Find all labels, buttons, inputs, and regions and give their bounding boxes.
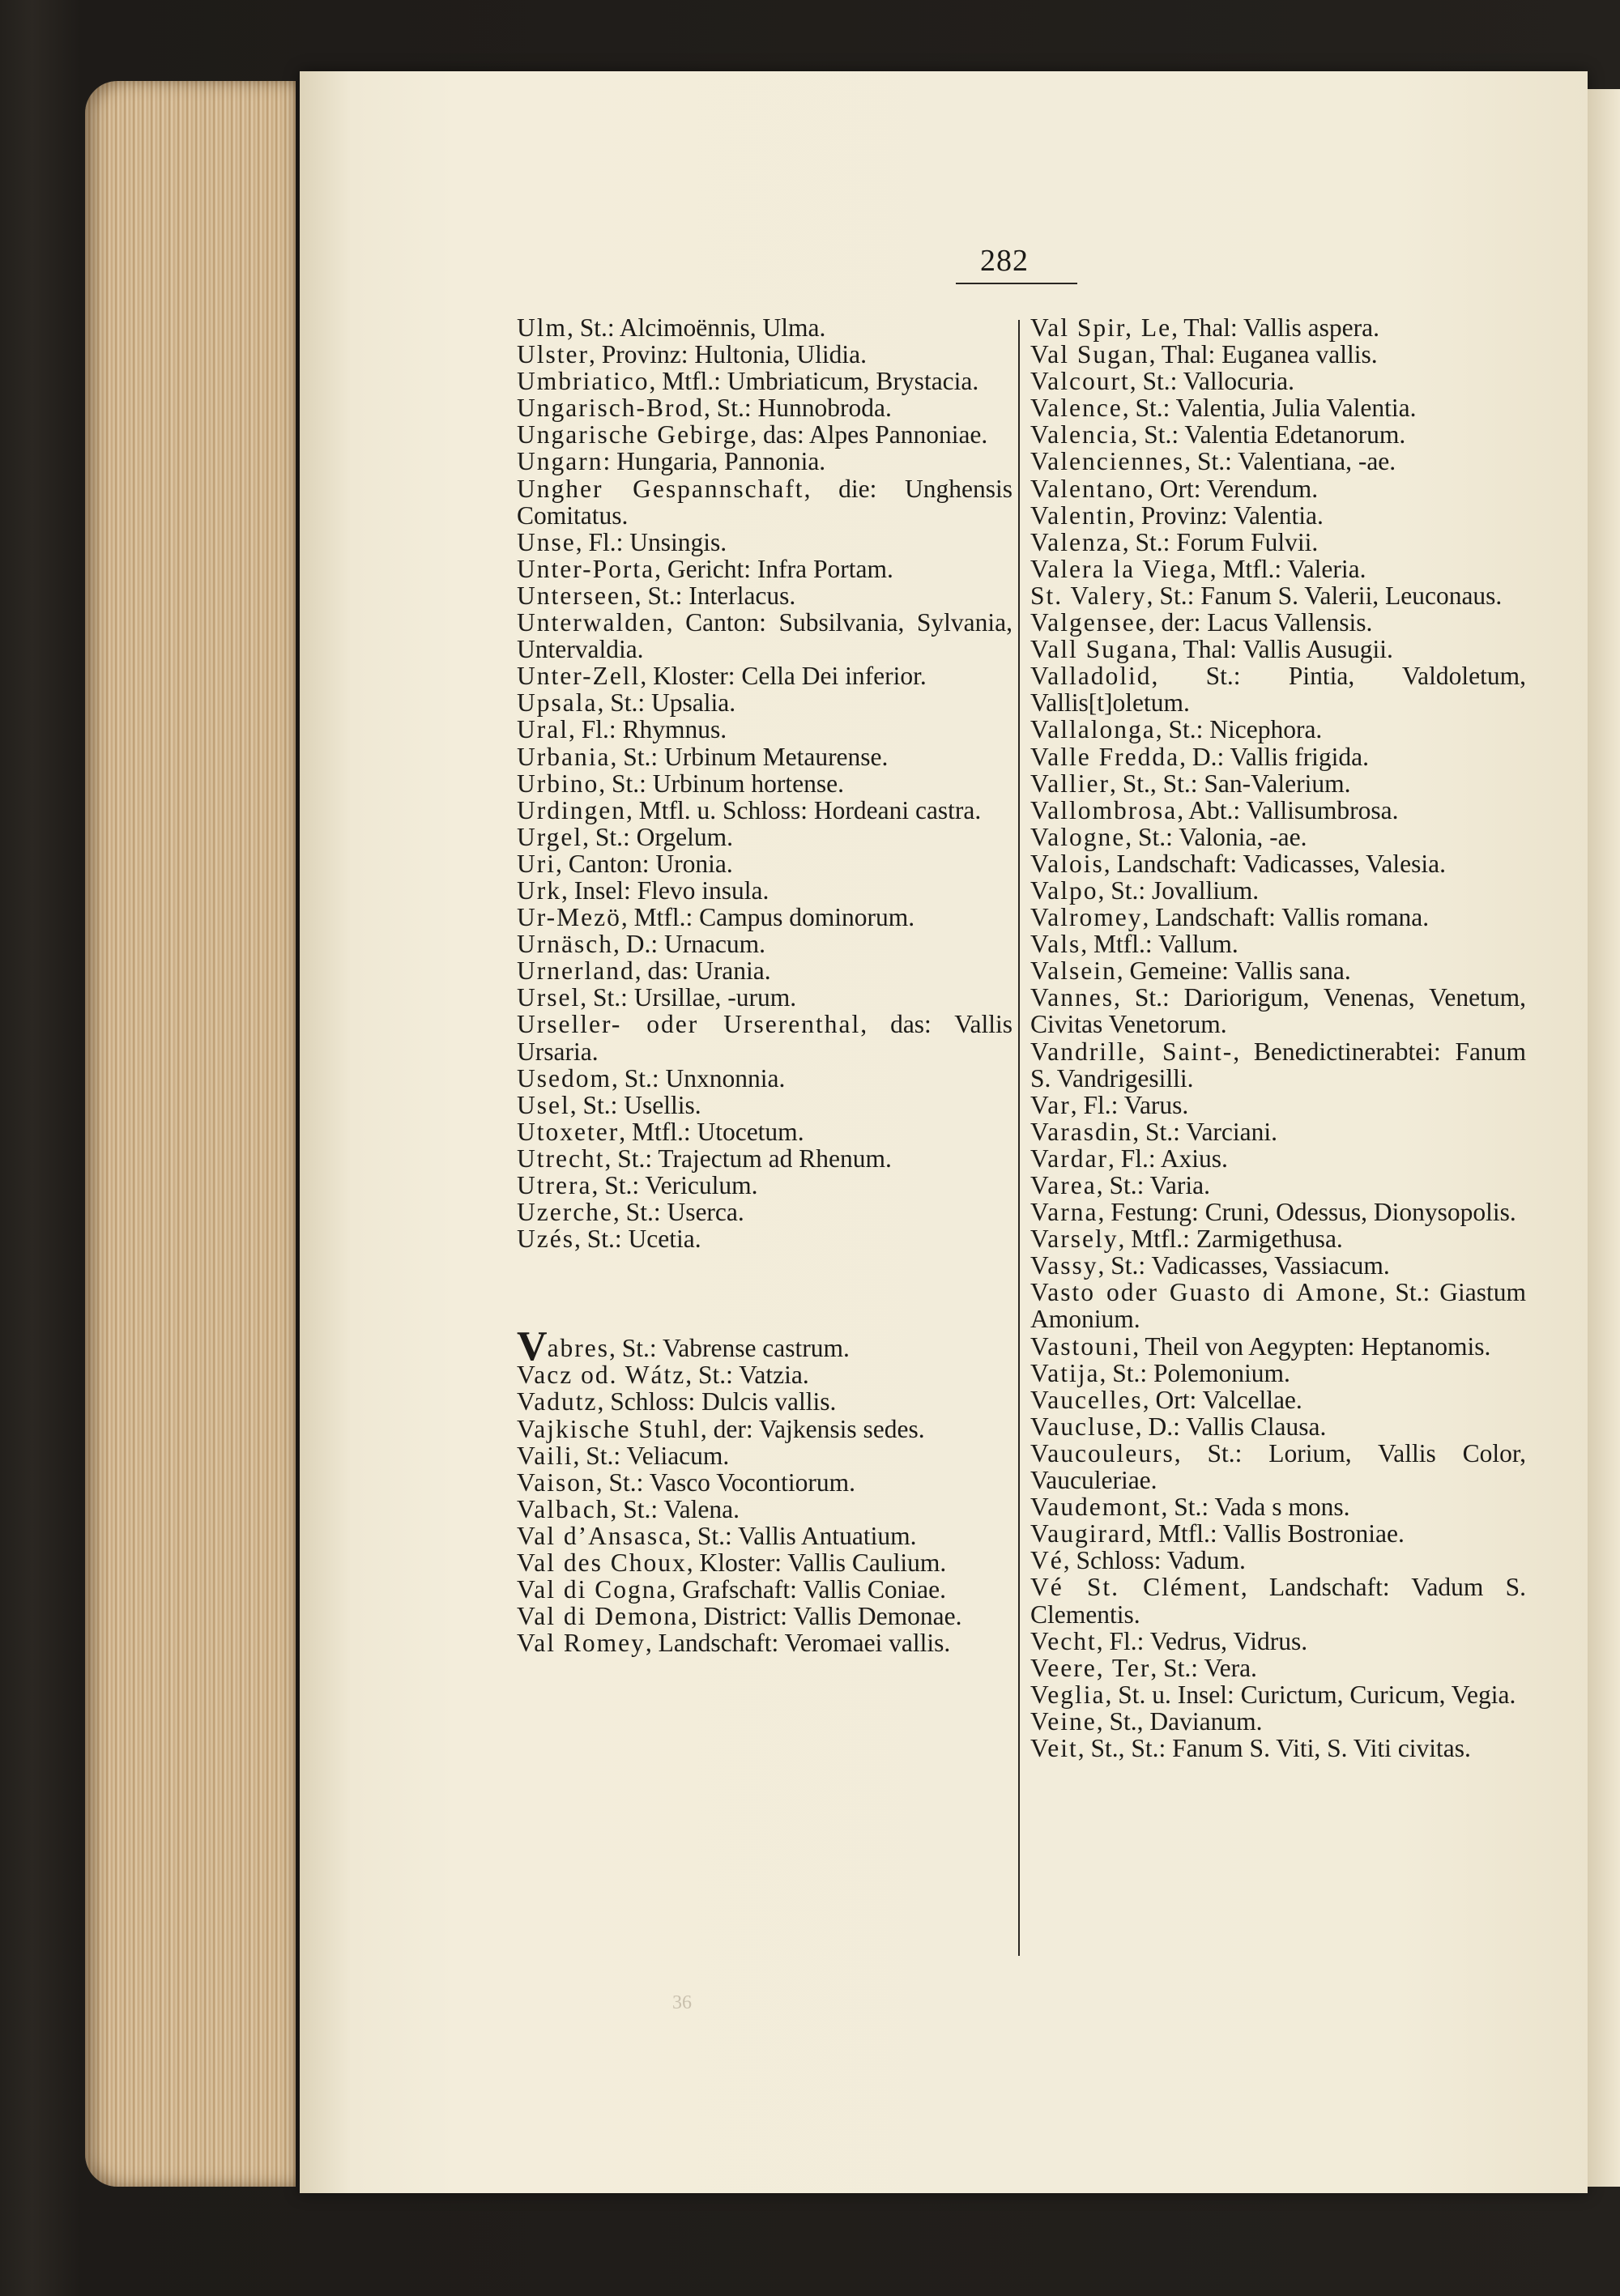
entry-definition: , Ort: Verendum. xyxy=(1146,474,1319,503)
dictionary-entry xyxy=(517,1416,1013,1442)
dictionary-entry xyxy=(517,824,1013,850)
dictionary-entry xyxy=(1030,1092,1526,1118)
entry-definition: , Fl.: Unsingis. xyxy=(575,527,727,556)
entry-headword: Valgensee xyxy=(1030,608,1149,637)
dictionary-entry xyxy=(517,314,1013,341)
footer-mark: 36 xyxy=(672,1992,692,2013)
entry-definition: , Landschaft: Vallis romana. xyxy=(1142,903,1430,932)
dictionary-entry xyxy=(517,609,1013,662)
entry-headword: Valera la Viega xyxy=(1030,554,1210,583)
entry-headword: St. Valery xyxy=(1030,581,1147,610)
entry-headword: Valpo xyxy=(1030,875,1098,905)
dictionary-entry xyxy=(1030,582,1526,609)
entry-definition: , Landschaft: Vadum S. Clementis. xyxy=(1030,1573,1526,1629)
entry-headword: Vé xyxy=(1030,1546,1064,1575)
dictionary-entry xyxy=(517,421,1013,448)
entry-headword: Vajkische Stuhl xyxy=(517,1414,701,1443)
dictionary-entry xyxy=(517,1065,1013,1092)
entry-definition: , St.: Dariorigum, Venenas, Venetum, Civitas Venetorum. xyxy=(1030,983,1526,1039)
entry-definition: , Thal: Vallis Ausugii. xyxy=(1170,635,1393,664)
entry-definition: , St. u. Insel: Curictum, Curicum, Vegia. xyxy=(1105,1680,1516,1709)
section-gap xyxy=(517,1252,1013,1335)
entry-definition: , St.: Vatzia. xyxy=(685,1361,809,1390)
entry-headword: Unter-Zell xyxy=(517,662,641,691)
dictionary-entry xyxy=(1030,850,1526,877)
entry-headword: Valenza xyxy=(1030,527,1123,556)
entry-definition: , Festung: Cruni, Odessus, Dionysopolis. xyxy=(1098,1198,1516,1227)
entry-headword: Vecht xyxy=(1030,1626,1097,1655)
entry-headword: Unse xyxy=(517,527,576,556)
dictionary-entry xyxy=(1030,1493,1526,1520)
entry-definition: , St.: Vallis Antuatium. xyxy=(684,1521,917,1550)
entry-definition: , Schloss: Vadum. xyxy=(1063,1546,1246,1575)
entry-definition: , St.: Userca. xyxy=(612,1198,744,1227)
entry-definition: , D.: Vallis Clausa. xyxy=(1135,1412,1327,1441)
entry-definition: , St.: Valentia Edetanorum. xyxy=(1131,420,1406,449)
entry-definition: , das: Urania. xyxy=(634,956,771,986)
entry-headword: Urnerland xyxy=(517,956,635,986)
entry-definition: , St.: Nicephora. xyxy=(1155,715,1323,744)
entry-headword: Usedom xyxy=(517,1063,612,1093)
entry-headword: Urbino xyxy=(517,769,599,798)
dictionary-entry xyxy=(517,1199,1013,1225)
entry-definition: , St.: Urbinum hortense. xyxy=(599,769,844,798)
dictionary-entry xyxy=(1030,1038,1526,1092)
dictionary-entry xyxy=(517,368,1013,394)
entry-headword: Vassy xyxy=(1030,1251,1098,1280)
dictionary-entry xyxy=(1030,636,1526,662)
entry-definition: , Landschaft: Veromaei vallis. xyxy=(645,1629,951,1658)
dictionary-entry xyxy=(1030,475,1526,502)
entry-headword: Urseller- oder Urserenthal xyxy=(517,1010,861,1039)
entry-headword: Varea xyxy=(1030,1171,1097,1199)
entry-definition: , Mtfl.: Vallum. xyxy=(1081,930,1238,959)
dictionary-entry xyxy=(517,556,1013,582)
entry-headword: Veit xyxy=(1030,1733,1078,1762)
dictionary-entry xyxy=(1030,716,1526,743)
entry-headword: Vannes xyxy=(1030,983,1114,1012)
dictionary-entry xyxy=(517,1388,1013,1415)
entry-definition: , St.: Vabrense castrum. xyxy=(609,1334,850,1363)
dictionary-entry xyxy=(1030,1145,1526,1172)
entry-headword: Val des Choux xyxy=(517,1548,687,1578)
column-divider xyxy=(1018,320,1020,1956)
entry-definition: , Mtfl.: Valeria. xyxy=(1209,554,1366,583)
dictionary-entry xyxy=(517,1549,1013,1576)
entry-headword: Urnäsch xyxy=(517,930,613,959)
dictionary-entry xyxy=(1030,1387,1526,1413)
entry-definition: , Abt.: Vallisumbrosa. xyxy=(1177,795,1399,824)
entry-headword: Vals xyxy=(1030,930,1081,959)
entry-headword: Urk xyxy=(517,875,561,905)
dictionary-entry xyxy=(1030,1681,1526,1708)
entry-definition: , Ort: Valcellae. xyxy=(1142,1385,1302,1414)
dictionary-entry xyxy=(517,1145,1013,1172)
entry-headword: Valois xyxy=(1030,849,1104,878)
dictionary-entry xyxy=(517,1603,1013,1629)
dictionary-entry xyxy=(517,1523,1013,1549)
entry-headword: Urgel xyxy=(517,822,583,851)
entry-headword: Utrera xyxy=(517,1171,592,1199)
dictionary-entry xyxy=(517,1576,1013,1603)
dictionary-entry xyxy=(1030,421,1526,448)
entry-headword: Val di Cogna xyxy=(517,1575,670,1604)
entry-headword: Vastouni xyxy=(1030,1331,1133,1361)
dictionary-entry xyxy=(517,1323,1013,1370)
entry-definition: , Kloster: Cella Dei inferior. xyxy=(640,662,927,691)
entry-headword: Utoxeter xyxy=(517,1117,620,1146)
entry-definition: , D.: Vallis frigida. xyxy=(1179,742,1369,771)
dictionary-entry xyxy=(517,448,1013,475)
entry-headword: Vardar xyxy=(1030,1144,1108,1173)
page-number: 282 xyxy=(980,244,1029,278)
dictionary-entry xyxy=(517,662,1013,689)
entry-definition: , St.: Hunnobroda. xyxy=(703,394,892,423)
dictionary-entry xyxy=(517,1442,1013,1469)
entry-definition: , St.: Valonia, -ae. xyxy=(1125,822,1307,851)
dictionary-entry xyxy=(517,931,1013,957)
entry-headword: Val di Demona xyxy=(517,1602,691,1631)
entry-headword: abres xyxy=(547,1334,610,1363)
entry-headword: Vaucluse xyxy=(1030,1412,1136,1441)
entry-definition: , St.: Orgelum. xyxy=(582,822,733,851)
entry-headword: Vaucouleurs xyxy=(1030,1438,1174,1467)
entry-headword: Ural xyxy=(517,715,569,744)
entry-headword: Veere, Ter xyxy=(1030,1653,1151,1682)
entry-headword: Unter-Porta xyxy=(517,554,655,583)
entry-headword: Ur-Mezö xyxy=(517,903,621,932)
entry-headword: Valsein xyxy=(1030,956,1117,986)
entry-headword: Vallier xyxy=(1030,769,1110,798)
entry-headword: Val Romey xyxy=(517,1629,646,1658)
dictionary-entry xyxy=(1030,1628,1526,1655)
entry-definition: , St.: Valena. xyxy=(610,1494,740,1523)
dictionary-entry xyxy=(1030,529,1526,556)
dictionary-entry xyxy=(1030,1279,1526,1332)
entry-definition: , Grafschaft: Vallis Coniae. xyxy=(669,1575,946,1604)
dictionary-entry xyxy=(1030,957,1526,984)
entry-definition: , St.: Veliacum. xyxy=(573,1441,730,1470)
entry-definition: , St.: Polemonium. xyxy=(1099,1358,1290,1387)
entry-definition: , Landschaft: Vadicasses, Valesia. xyxy=(1103,849,1446,878)
entry-headword: Valence xyxy=(1030,394,1123,423)
dictionary-entry xyxy=(517,850,1013,877)
dictionary-entry xyxy=(1030,877,1526,904)
dictionary-entry xyxy=(1030,314,1526,341)
dictionary-entry xyxy=(1030,743,1526,770)
entry-headword: Valogne xyxy=(1030,822,1126,851)
dictionary-entry xyxy=(517,1361,1013,1388)
facing-page-edge xyxy=(1588,89,1620,2187)
entry-headword: Val Spir, Le xyxy=(1030,313,1172,342)
dictionary-entry xyxy=(1030,1252,1526,1279)
dictionary-entry xyxy=(1030,1333,1526,1360)
entry-definition: , St.: Forum Fulvii. xyxy=(1122,527,1319,556)
dictionary-entry xyxy=(1030,1655,1526,1681)
dictionary-entry xyxy=(517,1092,1013,1118)
entry-headword: Vaudemont xyxy=(1030,1493,1162,1522)
entry-headword: Valcourt xyxy=(1030,367,1130,396)
entry-headword: Unterwalden xyxy=(517,608,667,637)
entry-definition: , St.: Jovallium. xyxy=(1098,875,1260,905)
entry-headword: Veine xyxy=(1030,1706,1097,1736)
entry-headword: Vaison xyxy=(517,1467,596,1497)
dictionary-entry xyxy=(1030,662,1526,716)
page-number-rule xyxy=(956,283,1077,284)
entry-definition: , St.: Vericulum. xyxy=(591,1171,758,1199)
entry-definition: , St., St.: Fanum S. Viti, S. Viti civitas. xyxy=(1077,1733,1471,1762)
entry-definition: , Gericht: Infra Portam. xyxy=(654,554,893,583)
dictionary-entry xyxy=(1030,1520,1526,1547)
entry-headword: Vatija xyxy=(1030,1358,1100,1387)
dictionary-entry xyxy=(1030,1708,1526,1735)
entry-definition: , Thal: Vallis aspera. xyxy=(1171,313,1380,342)
entry-definition: , St.: Ursillae, -urum. xyxy=(580,983,797,1012)
entry-definition: , St.: Upsalia. xyxy=(597,688,736,718)
dictionary-entry xyxy=(1030,904,1526,931)
entry-headword: Valbach xyxy=(517,1494,611,1523)
left-column xyxy=(517,314,1013,1656)
entry-headword: Vall Sugana xyxy=(1030,635,1171,664)
entry-headword: Vallalonga xyxy=(1030,715,1156,744)
entry-headword: Urbania xyxy=(517,742,611,771)
entry-definition: , St.: Ucetia. xyxy=(573,1225,701,1254)
dictionary-entry xyxy=(517,1225,1013,1252)
entry-headword: Umbriatico xyxy=(517,367,650,396)
dictionary-entry xyxy=(1030,1547,1526,1574)
entry-definition: , St.: Unxnonnia. xyxy=(612,1063,786,1093)
entry-headword: Val d’Ansasca xyxy=(517,1521,685,1550)
entry-definition: , Fl.: Axius. xyxy=(1107,1144,1228,1173)
entry-definition: , St., Davianum. xyxy=(1096,1706,1263,1736)
entry-definition: , St.: Valentiana, -ae. xyxy=(1184,447,1396,476)
dictionary-entry xyxy=(517,797,1013,824)
entry-headword: Vandrille, Saint- xyxy=(1030,1037,1234,1066)
entry-definition: , Gemeine: Vallis sana. xyxy=(1116,956,1351,986)
entry-definition: , District: Vallis Demonae. xyxy=(690,1602,962,1631)
dictionary-entry xyxy=(517,1469,1013,1496)
dictionary-entry xyxy=(1030,1413,1526,1440)
dictionary-entry xyxy=(517,529,1013,556)
entry-definition: , St.: Vera. xyxy=(1150,1653,1257,1682)
entry-headword: Upsala xyxy=(517,688,598,718)
entry-definition: , Benedictinerabtei: Fanum S. Vandrigesilli. xyxy=(1030,1037,1526,1093)
dictionary-entry xyxy=(517,1118,1013,1145)
entry-headword: Veglia xyxy=(1030,1680,1106,1709)
entry-definition: , Insel: Flevo insula. xyxy=(561,875,770,905)
dictionary-entry xyxy=(1030,984,1526,1037)
entry-definition: , Schloss: Dulcis vallis. xyxy=(597,1387,837,1416)
entry-headword: Vacz od. Wátz xyxy=(517,1361,686,1390)
entry-definition: , der: Vajkensis sedes. xyxy=(700,1414,925,1443)
dictionary-entry xyxy=(1030,797,1526,824)
entry-definition: , Provinz: Valentia. xyxy=(1128,501,1324,530)
entry-definition: , St.: Fanum S. Valerii, Leuconaus. xyxy=(1146,581,1503,610)
dictionary-entry xyxy=(1030,770,1526,797)
entry-definition: , Mtfl. u. Schloss: Hordeani castra. xyxy=(625,795,982,824)
dictionary-entry xyxy=(1030,1172,1526,1199)
entry-definition: , Thal: Euganea vallis. xyxy=(1149,340,1378,369)
entry-definition: , Canton: Uronia. xyxy=(556,849,733,878)
entry-headword: Ulm xyxy=(517,313,568,342)
dictionary-entry xyxy=(517,877,1013,904)
dictionary-entry xyxy=(517,770,1013,797)
entry-definition: , Mtfl.: Campus dominorum. xyxy=(620,903,915,932)
dictionary-entry xyxy=(517,1172,1013,1199)
dictionary-entry xyxy=(1030,609,1526,636)
entry-definition: , Mtfl.: Zarmigethusa. xyxy=(1118,1225,1343,1254)
entry-definition: , St.: Vallocuria. xyxy=(1129,367,1294,396)
entry-definition: , Kloster: Vallis Caulium. xyxy=(686,1548,947,1578)
entry-headword: Var xyxy=(1030,1090,1071,1119)
entry-headword: Vasto oder Guasto di Amone xyxy=(1030,1278,1379,1307)
entry-definition: , Theil von Aegypten: Heptanomis. xyxy=(1132,1331,1491,1361)
dictionary-entry xyxy=(1030,931,1526,957)
entry-definition: , Fl.: Rhymnus. xyxy=(568,715,727,744)
entry-definition: , St.: Usellis. xyxy=(569,1090,701,1119)
dictionary-entry xyxy=(1030,341,1526,368)
entry-definition: , St., St.: San-Valerium. xyxy=(1109,769,1351,798)
dictionary-entry xyxy=(517,341,1013,368)
entry-headword: Vaucelles xyxy=(1030,1385,1143,1414)
entry-headword: Ungarn xyxy=(517,447,603,476)
book-page-edges xyxy=(85,81,296,2187)
entry-headword: Uzés xyxy=(517,1225,574,1254)
entry-definition: , St.: Vada s mons. xyxy=(1161,1493,1350,1522)
entry-headword: Ulster xyxy=(517,340,589,369)
entry-headword: Valencia xyxy=(1030,420,1132,449)
entry-headword: Vadutz xyxy=(517,1387,598,1416)
entry-definition: , D.: Urnacum. xyxy=(612,930,766,959)
entry-definition: , Mtfl.: Umbriaticum, Brystacia. xyxy=(649,367,979,396)
dictionary-entry xyxy=(1030,1574,1526,1627)
entry-definition: , Mtfl.: Vallis Bostroniae. xyxy=(1145,1519,1405,1548)
dictionary-entry xyxy=(1030,1118,1526,1145)
entry-definition: , St.: Vadicasses, Vassiacum. xyxy=(1098,1251,1390,1280)
entry-definition: , St.: Varciani. xyxy=(1132,1117,1278,1146)
entry-headword: Valenciennes xyxy=(1030,447,1185,476)
dictionary-entry xyxy=(517,984,1013,1011)
dictionary-entry xyxy=(517,904,1013,931)
entry-headword: Varsely xyxy=(1030,1225,1119,1254)
entry-definition: , St.: Trajectum ad Rhenum. xyxy=(604,1144,892,1173)
dictionary-entry xyxy=(1030,556,1526,582)
entry-definition: , Mtfl.: Utocetum. xyxy=(619,1117,804,1146)
entry-definition: , St.: Valentia, Julia Valentia. xyxy=(1122,394,1417,423)
entry-headword: Ungher Gespannschaft xyxy=(517,474,804,503)
entry-headword: Varna xyxy=(1030,1198,1098,1227)
dictionary-entry xyxy=(1030,1360,1526,1387)
dictionary-entry xyxy=(517,743,1013,770)
entry-headword: Valentano xyxy=(1030,474,1147,503)
dictionary-entry xyxy=(1030,368,1526,394)
entry-headword: Valle Fredda xyxy=(1030,742,1180,771)
dictionary-entry xyxy=(517,689,1013,716)
entry-headword: Vaili xyxy=(517,1441,573,1470)
dictionary-entry xyxy=(1030,1199,1526,1225)
entry-definition: , das: Vallis Ursaria. xyxy=(517,1010,1013,1066)
entry-definition: , Provinz: Hultonia, Ulidia. xyxy=(588,340,867,369)
entry-headword: Val Sugan xyxy=(1030,340,1149,369)
entry-definition: , St.: Alcimoënnis, Ulma. xyxy=(567,313,826,342)
entry-definition: , St.: Urbinum Metaurense. xyxy=(610,742,889,771)
section-initial: V xyxy=(517,1323,548,1370)
entry-headword: Utrecht xyxy=(517,1144,605,1173)
dictionary-entry xyxy=(1030,448,1526,475)
entry-definition: , Fl.: Varus. xyxy=(1070,1090,1189,1119)
dictionary-entry xyxy=(517,1011,1013,1064)
entry-headword: Valentin xyxy=(1030,501,1128,530)
entry-headword: Ungarische Gebirge xyxy=(517,420,751,449)
entry-definition: , St.: Pintia, Valdoletum, Vallis[t]oletum. xyxy=(1030,662,1526,718)
dictionary-entry xyxy=(517,1629,1013,1656)
entry-definition: , St.: Vasco Vocontiorum. xyxy=(595,1467,856,1497)
entry-headword: Valladolid xyxy=(1030,662,1152,691)
entry-headword: Uri xyxy=(517,849,556,878)
entry-headword: Vé St. Clément xyxy=(1030,1573,1241,1602)
dictionary-entry xyxy=(517,582,1013,609)
entry-headword: Urdingen xyxy=(517,795,626,824)
dictionary-entry xyxy=(1030,824,1526,850)
entry-headword: Ursel xyxy=(517,983,581,1012)
entry-headword: Vaugirard xyxy=(1030,1519,1146,1548)
dictionary-entry xyxy=(1030,1735,1526,1761)
dictionary-entry xyxy=(1030,502,1526,529)
dictionary-entry xyxy=(517,394,1013,421)
entry-definition: : Hungaria, Pannonia. xyxy=(603,447,826,476)
dictionary-entry xyxy=(1030,1440,1526,1493)
dictionary-entry xyxy=(1030,394,1526,421)
dictionary-entry xyxy=(1030,1225,1526,1252)
entry-headword: Usel xyxy=(517,1090,570,1119)
dictionary-entry xyxy=(517,1496,1013,1523)
entry-definition: , St.: Varia. xyxy=(1096,1171,1210,1199)
entry-definition: , der: Lacus Vallensis. xyxy=(1148,608,1373,637)
entry-definition: , St.: Giastum Amonium. xyxy=(1030,1278,1526,1334)
dictionary-entry xyxy=(517,475,1013,529)
entry-headword: Valromey xyxy=(1030,903,1143,932)
entry-definition: , das: Alpes Pannoniae. xyxy=(750,420,988,449)
right-column xyxy=(1030,314,1526,1761)
dictionary-entry xyxy=(517,957,1013,984)
entry-definition: , St.: Interlacus. xyxy=(634,581,796,610)
entry-headword: Ungarisch-Brod xyxy=(517,394,704,423)
entry-headword: Varasdin xyxy=(1030,1117,1133,1146)
entry-headword: Vallombrosa xyxy=(1030,795,1178,824)
entry-definition: , Fl.: Vedrus, Vidrus. xyxy=(1096,1626,1308,1655)
entry-definition: , St.: Lorium, Vallis Color, Vauculeriae. xyxy=(1030,1438,1526,1495)
dictionary-entry xyxy=(517,716,1013,743)
entry-headword: Uzerche xyxy=(517,1198,613,1227)
entry-headword: Unterseen xyxy=(517,581,635,610)
entry-definition: , die: Unghensis Comitatus. xyxy=(517,474,1013,530)
entry-definition: , Canton: Subsilvania, Sylvania, Untervaldia. xyxy=(517,608,1013,664)
